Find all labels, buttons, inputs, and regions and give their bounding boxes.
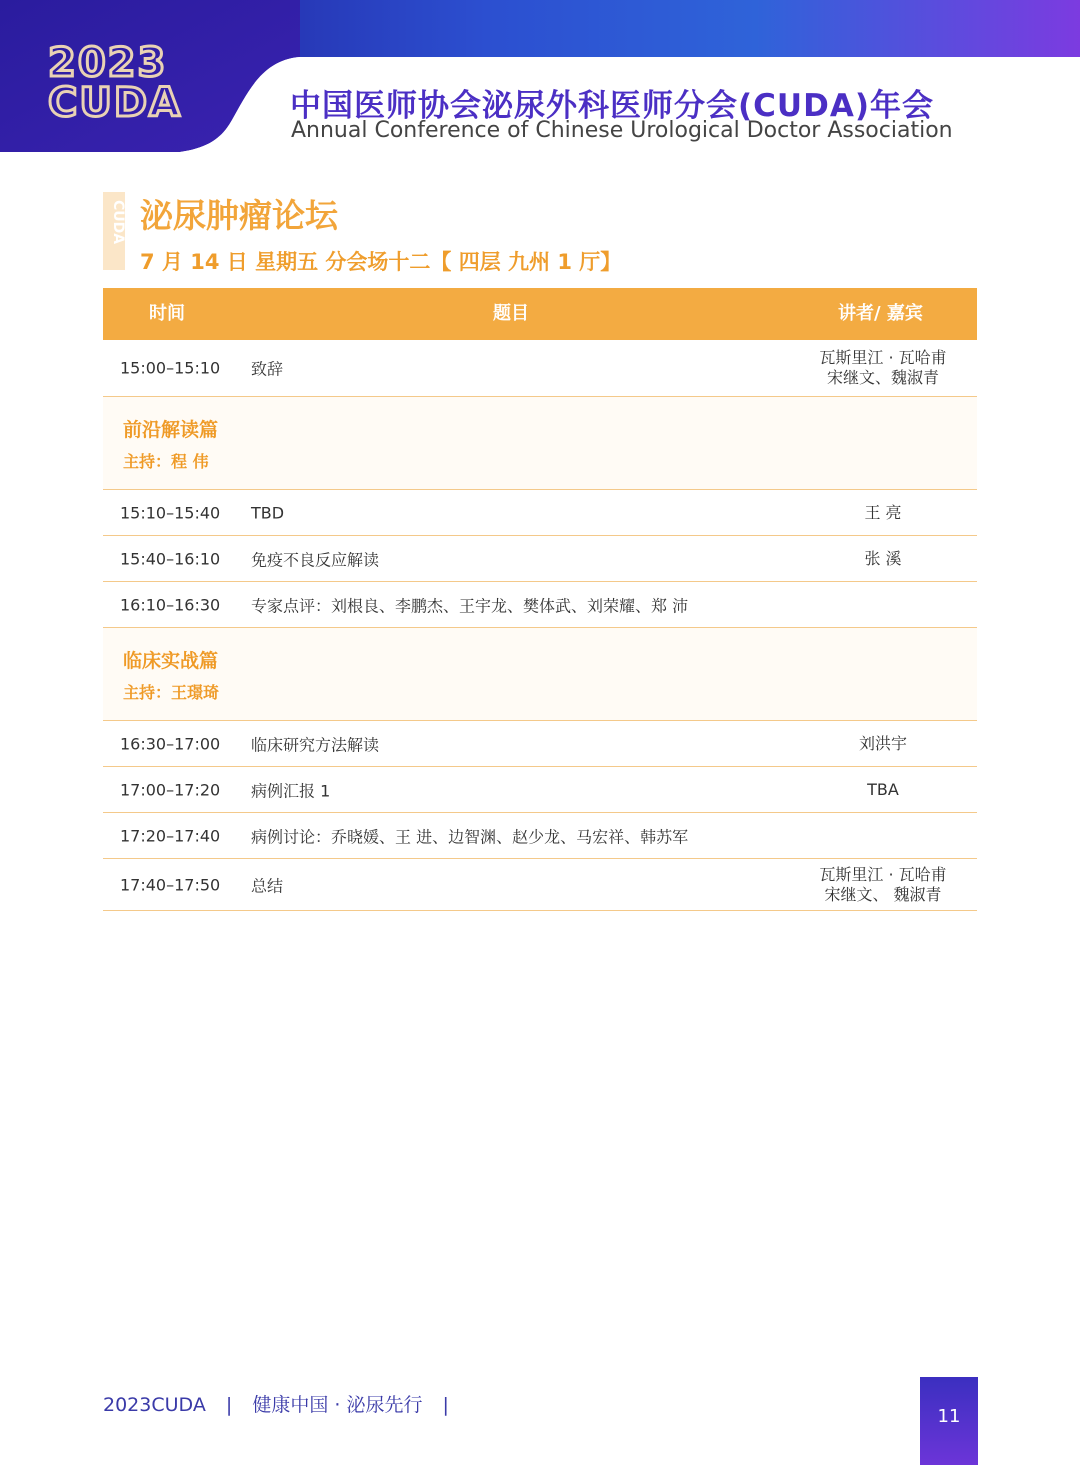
footer-separator: | bbox=[225, 1394, 233, 1416]
speaker-line: 宋继文、魏淑青 bbox=[826, 368, 939, 387]
row-topic: 临床研究方法解读 bbox=[251, 735, 380, 754]
row-topic: 致辞 bbox=[251, 359, 284, 379]
row-topic: 病例讨论：乔晓媛、王 进、边智渊、赵少龙、马宏祥、韩苏军 bbox=[251, 827, 689, 846]
row-time: 17:40–17:50 bbox=[120, 875, 221, 894]
speaker-line: 瓦斯里江 · 瓦哈甫 bbox=[819, 348, 947, 367]
row-topic: 病例汇报 1 bbox=[251, 781, 331, 800]
row-topic: TBD bbox=[251, 503, 285, 522]
side-decoration-text: CUDA bbox=[110, 200, 125, 245]
group-title: 临床实战篇 bbox=[123, 650, 219, 672]
cuda-logo bbox=[48, 38, 198, 128]
speaker-line: 瓦斯里江 · 瓦哈甫 bbox=[819, 864, 947, 884]
forum-title: 泌尿肿瘤论坛 bbox=[140, 196, 338, 235]
row-time: 16:30–17:00 bbox=[120, 734, 221, 753]
table-row bbox=[103, 767, 977, 813]
row-topic: 免疫不良反应解读 bbox=[251, 550, 380, 569]
speaker-line: 宋继文、 魏淑青 bbox=[824, 884, 942, 904]
table-row bbox=[103, 536, 977, 582]
row-speaker bbox=[783, 348, 983, 388]
side-decoration bbox=[103, 192, 125, 270]
group-title: 前沿解读篇 bbox=[123, 419, 219, 441]
table-row bbox=[103, 582, 977, 628]
table-row bbox=[103, 813, 977, 859]
session-group bbox=[103, 628, 977, 721]
footer-separator: | bbox=[442, 1394, 449, 1416]
row-speaker: TBA bbox=[867, 779, 899, 799]
session-info: 7 月 14 日 星期五 分会场十二【 四层 九州 1 厅】 bbox=[140, 250, 622, 274]
schedule-table bbox=[103, 288, 977, 911]
row-time: 16:10–16:30 bbox=[120, 595, 221, 614]
row-topic: 总结 bbox=[251, 876, 284, 895]
session-group bbox=[103, 397, 977, 490]
page-number: 11 bbox=[920, 1377, 978, 1465]
logo-name: CUDA bbox=[48, 80, 182, 126]
conference-title-cn: 中国医师协会泌尿外科医师分会(CUDA)年会 bbox=[290, 88, 934, 124]
header-time: 时间 bbox=[149, 303, 185, 324]
row-time: 17:20–17:40 bbox=[120, 826, 221, 845]
row-speaker: 王 亮 bbox=[864, 502, 902, 522]
group-host: 主持：王璟琦 bbox=[123, 683, 220, 702]
row-time: 15:10–15:40 bbox=[120, 503, 221, 522]
header-topic: 题目 bbox=[493, 303, 529, 324]
table-row bbox=[103, 490, 977, 536]
row-time: 17:00–17:20 bbox=[120, 780, 221, 799]
logo-year: 2023 bbox=[48, 40, 168, 86]
table-header bbox=[103, 288, 977, 340]
header-speaker: 讲者/ 嘉宾 bbox=[838, 303, 923, 324]
footer-brand: 2023CUDA bbox=[103, 1394, 206, 1416]
page-footer bbox=[103, 1390, 463, 1417]
page-header bbox=[0, 0, 1080, 152]
row-time: 15:00–15:10 bbox=[120, 358, 221, 378]
row-speaker bbox=[783, 865, 983, 905]
table-row bbox=[103, 340, 977, 397]
row-time: 15:40–16:10 bbox=[120, 549, 221, 568]
conference-title-en: Annual Conference of Chinese Urological Doctor Association bbox=[291, 118, 953, 143]
row-speaker: 刘洪宇 bbox=[858, 733, 907, 753]
footer-slogan: 健康中国 · 泌尿先行 bbox=[252, 1394, 423, 1416]
row-topic: 专家点评：刘根良、李鹏杰、王宇龙、樊体武、刘荣耀、郑 沛 bbox=[251, 596, 689, 615]
table-row bbox=[103, 721, 977, 767]
table-row bbox=[103, 859, 977, 911]
row-speaker: 张 溪 bbox=[864, 548, 902, 568]
group-host: 主持：程 伟 bbox=[123, 452, 209, 471]
